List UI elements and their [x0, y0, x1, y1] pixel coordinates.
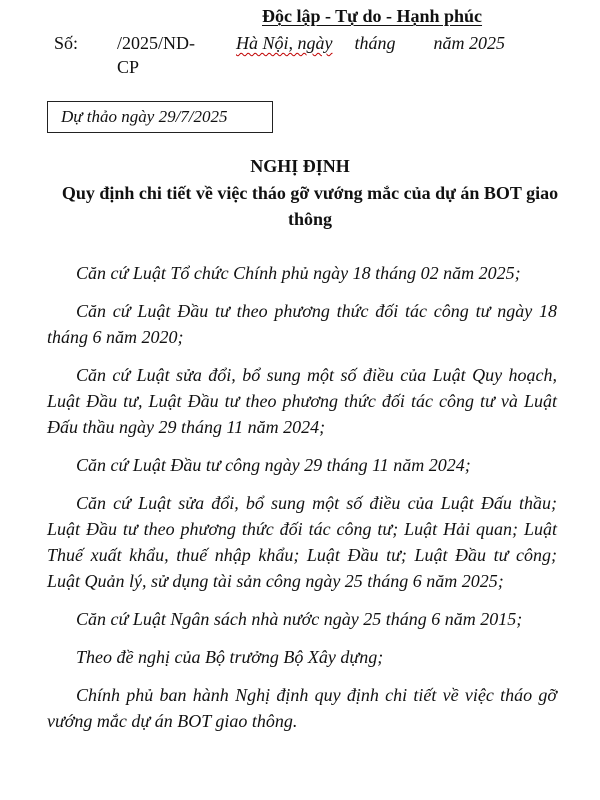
legal-basis-paragraph: Căn cứ Luật Đầu tư công ngày 29 tháng 11 năm 2024;: [76, 455, 471, 475]
legal-basis-paragraph: Căn cứ Luật Tổ chức Chính phủ ngày 18 tháng 02 năm 2025;: [76, 263, 521, 283]
document-number: /2025/ND-: [117, 33, 195, 53]
document-title: NGHỊ ĐỊNH: [250, 156, 350, 176]
legal-basis-paragraph: Căn cứ Luật sửa đổi, bổ sung một số điều của Luật Quy hoạch, Luật Đầu tư, Luật Đầu tư theo phương thức đối tác công tư và Luật Đấu thầu ngày 29 tháng 11 năm 2024;: [47, 365, 557, 437]
proposal-paragraph: Theo đề nghị của Bộ trưởng Bộ Xây dựng;: [76, 647, 384, 667]
legal-basis-paragraph: Căn cứ Luật sửa đổi, bổ sung một số điều của Luật Đấu thầu; Luật Đầu tư theo phương thức đối tác công tư; Luật Hải quan; Luật Thuế xuất khẩu, thuế nhập khẩu; Luật Đầu tư; Luật Đầu tư công; Luật Quản lý, sử dụng tài sản công ngày 25 tháng 6 năm 2025;: [47, 493, 557, 591]
place-and-date: [236, 33, 505, 54]
document-body: [47, 260, 557, 746]
place-date-place: Hà Nội, ngày: [236, 33, 333, 53]
enactment-paragraph: Chính phủ ban hành Nghị định quy định chi tiết về việc tháo gỡ vướng mắc dự án BOT giao thông.: [47, 685, 557, 731]
document-subtitle: Quy định chi tiết về việc tháo gỡ vướng mắc của dự án BOT giao thông: [61, 183, 559, 229]
national-motto: Độc lập - Tự do - Hạnh phúc: [262, 6, 483, 26]
legal-basis-paragraph: Căn cứ Luật Ngân sách nhà nước ngày 25 tháng 6 năm 2015;: [76, 609, 523, 629]
legal-basis-paragraph: Căn cứ Luật Đầu tư theo phương thức đối tác công tư ngày 18 tháng 6 năm 2020;: [47, 301, 557, 347]
place-date-month: tháng: [354, 33, 396, 53]
place-date-year: năm 2025: [433, 33, 506, 53]
document-number-suffix: CP: [117, 57, 140, 77]
document-number-label: Số:: [54, 33, 79, 53]
draft-date-box: Dự thảo ngày 29/7/2025: [47, 101, 273, 133]
